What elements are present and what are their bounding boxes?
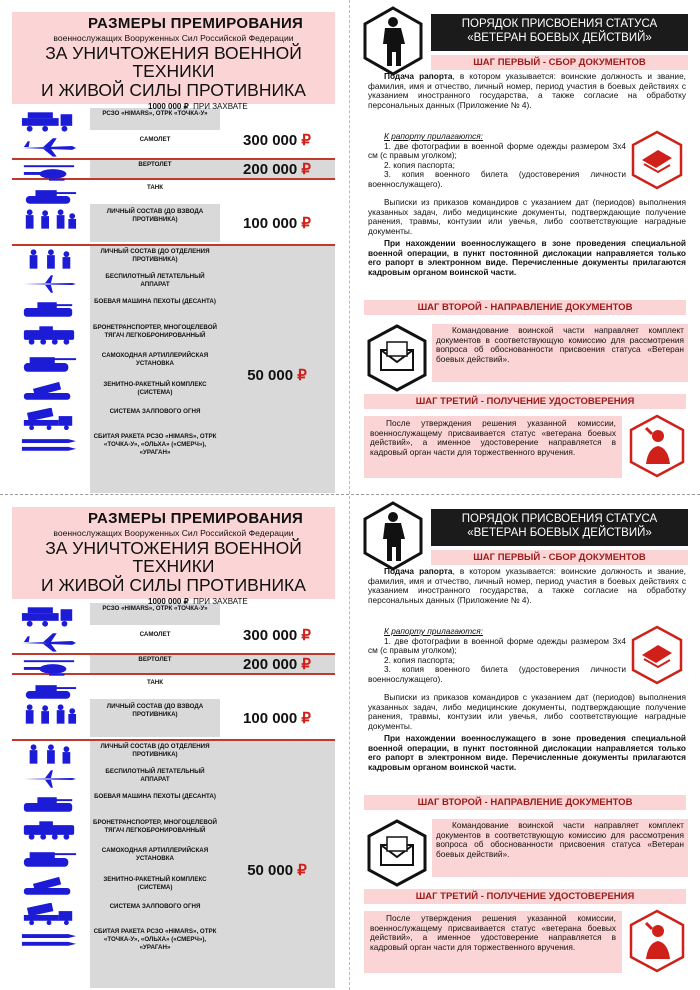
step-1-heading: ШАГ ПЕРВЫЙ - СБОР ДОКУМЕНТОВ	[431, 550, 688, 565]
rocket-launcher-icon	[20, 903, 78, 925]
reward-row-label: РСЗО «HIMARS», ОТРК «ТОЧКА-У»	[102, 605, 208, 612]
missile-icon	[20, 928, 78, 950]
sam-icon	[20, 381, 78, 403]
step-3-text: После утверждения решения указанной комиссии, военнослужащему присваивается статус «ветерана боевых действий», а именное удостоверение направляется в кадровый орган части для торжественного вручения.	[370, 913, 616, 952]
tank-icon	[20, 679, 78, 701]
price-capture: 1000 000 ₽ ПРИ ЗАХВАТЕ	[148, 102, 248, 111]
soldiers-group-icon	[20, 703, 78, 725]
soldiers-squad-icon	[20, 743, 78, 765]
envelope-hexagon-icon	[366, 324, 428, 392]
spg-icon	[20, 847, 78, 869]
reward-row-label: САМОХОДНАЯ АРТИЛЛЕРИЙСКАЯ УСТАНОВКА	[101, 847, 209, 862]
price-300000: 300 000 ₽	[243, 627, 311, 644]
rewards-subtitle: военнослужащих Вооруженных Сил Российской Федерации	[53, 33, 294, 43]
step-2-text: Командование воинской части направляет комплект документов в соответствующую комиссию для рассмотрения вопроса об обоснованности присвоения статуса «Ветеран боевых действий».	[436, 820, 684, 859]
rewards-header	[12, 507, 335, 599]
step-3-heading: ШАГ ТРЕТИЙ - ПОЛУЧЕНИЕ УДОСТОВЕРЕНИЯ	[364, 889, 686, 904]
reward-row-label: БРОНЕТРАНСПОРТЕР, МНОГОЦЕЛЕВОЙ ТЯГАЧ ЛЕГКОБРОНИРОВАННЫЙ	[93, 819, 217, 834]
reward-row-label: ЗЕНИТНО-РАКЕТНЫЙ КОМПЛЕКС (СИСТЕМА)	[103, 381, 207, 396]
reward-row-label: САМОЛЕТ	[139, 631, 171, 638]
rewards-headline-1: ЗА УНИЧТОЖЕНИЯ ВОЕННОЙ ТЕХНИКИ	[45, 43, 302, 81]
reward-row-label: СИСТЕМА ЗАЛПОВОГО ОГНЯ	[109, 903, 201, 910]
rewards-headline-2: И ЖИВОЙ СИЛЫ ПРОТИВНИКА	[41, 575, 306, 595]
spg-icon	[20, 352, 78, 374]
rewards-title: РАЗМЕРЫ ПРЕМИРОВАНИЯ	[88, 15, 304, 32]
reward-row-label: ЛИЧНЫЙ СОСТАВ (ДО ВЗВОДА ПРОТИВНИКА)	[106, 208, 204, 223]
step-1-heading: ШАГ ПЕРВЫЙ - СБОР ДОКУМЕНТОВ	[431, 55, 688, 70]
step-2-text: Командование воинской части направляет комплект документов в соответствующую комиссию для рассмотрения вопроса об обоснованности присвоения статуса «Ветеран боевых действий».	[436, 325, 684, 364]
reward-row-label: ТАНК	[146, 679, 164, 686]
saluting-soldier-hexagon-icon	[628, 414, 686, 478]
reward-row-label: БЕСПИЛОТНЫЙ ЛЕТАТЕЛЬНЫЙ АППАРАТ	[105, 273, 205, 288]
saluting-soldier-hexagon-icon	[628, 909, 686, 973]
document-stamp-hexagon-icon	[630, 130, 684, 190]
sam-icon	[20, 876, 78, 898]
reward-row-label: ЗЕНИТНО-РАКЕТНЫЙ КОМПЛЕКС (СИСТЕМА)	[103, 876, 207, 891]
mlrs-truck-icon	[20, 605, 78, 627]
reward-row-label: ЛИЧНЫЙ СОСТАВ (ДО ОТДЕЛЕНИЯ ПРОТИВНИКА)	[100, 248, 210, 263]
rewards-panel	[12, 507, 335, 990]
price-100000: 100 000 ₽	[243, 215, 311, 232]
price-300000: 300 000 ₽	[243, 132, 311, 149]
missile-icon	[20, 433, 78, 455]
soldiers-squad-icon	[20, 248, 78, 270]
step-1-text-top: Подача рапорта, в котором указывается: воинские должность и звание, фамилия, имя и отчество, личный номер, период участия в боевых действиях с указанием иностранного государства, а также согласие на обработку персональных данных (Приложение № 4).	[368, 71, 686, 110]
apc-icon	[20, 324, 78, 346]
sво-note: При нахождении военнослужащего в зоне проведения специальной военной операции, в пункт постоянной дислокации направляется только его рапорт в электронном виде. Перечисленные документы прилагаются кадровым органом воинской части.	[368, 238, 686, 277]
helicopter-icon	[20, 656, 78, 678]
drone-icon	[20, 273, 78, 295]
reward-row-label: БОЕВАЯ МАШИНА ПЕХОТЫ (ДЕСАНТА)	[94, 793, 216, 800]
reward-row-label: БЕСПИЛОТНЫЙ ЛЕТАТЕЛЬНЫЙ АППАРАТ	[105, 768, 205, 783]
reward-row-label: САМОХОДНАЯ АРТИЛЛЕРИЙСКАЯ УСТАНОВКА	[101, 352, 209, 367]
reward-row-label: ВЕРТОЛЕТ	[138, 656, 172, 663]
rewards-headline-1: ЗА УНИЧТОЖЕНИЯ ВОЕННОЙ ТЕХНИКИ	[45, 538, 302, 576]
reward-row-label: ТАНК	[146, 184, 164, 191]
attachments-list: К рапорту прилагаются: 1. две фотографии в военной форме одежды размером 3х4 см (с правым уголком); 2. копия паспорта; 3. копия военного билета (удостоверения личности военнослужащего).	[368, 626, 626, 684]
jet-icon	[20, 136, 78, 158]
reward-row-label: СБИТАЯ РАКЕТА РСЗО «HIMARS», ОТРК «ТОЧКА-У», «ОЛЬХА» («СМЕРЧ»), «УРАГАН»	[93, 928, 217, 951]
price-capture: 1000 000 ₽ ПРИ ЗАХВАТЕ	[148, 597, 248, 606]
rewards-table	[12, 597, 335, 990]
step-2-heading: ШАГ ВТОРОЙ - НАПРАВЛЕНИЕ ДОКУМЕНТОВ	[364, 300, 686, 315]
leaflet-copy-2	[0, 495, 700, 990]
envelope-hexagon-icon	[366, 819, 428, 887]
rocket-launcher-icon	[20, 408, 78, 430]
jet-icon	[20, 631, 78, 653]
drone-icon	[20, 768, 78, 790]
sво-note: При нахождении военнослужащего в зоне проведения специальной военной операции, в пункт постоянной дислокации направляется только его рапорт в электронном виде. Перечисленные документы прилагаются кадровым органом воинской части.	[368, 733, 686, 772]
reward-row-label: САМОЛЕТ	[139, 136, 171, 143]
step-2-heading: ШАГ ВТОРОЙ - НАПРАВЛЕНИЕ ДОКУМЕНТОВ	[364, 795, 686, 810]
step-3-text: После утверждения решения указанной комиссии, военнослужащему присваивается статус «ветерана боевых действий», а именное удостоверение направляется в кадровый орган части для торжественного вручения.	[370, 418, 616, 457]
step-3-heading: ШАГ ТРЕТИЙ - ПОЛУЧЕНИЕ УДОСТОВЕРЕНИЯ	[364, 394, 686, 409]
ifv-icon	[20, 298, 78, 320]
document-stamp-hexagon-icon	[630, 625, 684, 685]
soldiers-group-icon	[20, 208, 78, 230]
reward-row-label: БРОНЕТРАНСПОРТЕР, МНОГОЦЕЛЕВОЙ ТЯГАЧ ЛЕГКОБРОНИРОВАННЫЙ	[93, 324, 217, 339]
extracts-text: Выписки из приказов командиров с указанием дат (периодов) выполнения указанных задач, либо медицинские документы, подтверждающие получение ранения, травмы, контузии или увечья, либо соответствующие наградные документы.	[368, 692, 686, 731]
price-200000: 200 000 ₽	[243, 656, 311, 673]
reward-row-label: ВЕРТОЛЕТ	[138, 161, 172, 168]
soldier-hexagon-icon	[362, 6, 424, 76]
step-1-text-top: Подача рапорта, в котором указывается: воинские должность и звание, фамилия, имя и отчество, личный номер, период участия в боевых действиях с указанием иностранного государства, а также согласие на обработку персональных данных (Приложение № 4).	[368, 566, 686, 605]
rewards-table	[12, 102, 335, 495]
helicopter-icon	[20, 161, 78, 183]
rewards-subtitle: военнослужащих Вооруженных Сил Российской Федерации	[53, 528, 294, 538]
reward-row-label: РСЗО «HIMARS», ОТРК «ТОЧКА-У»	[102, 110, 208, 117]
attachments-list: К рапорту прилагаются: 1. две фотографии в военной форме одежды размером 3х4 см (с правым уголком); 2. копия паспорта; 3. копия военного билета (удостоверения личности военнослужащего).	[368, 131, 626, 189]
price-200000: 200 000 ₽	[243, 161, 311, 178]
reward-row-label: ЛИЧНЫЙ СОСТАВ (ДО ВЗВОДА ПРОТИВНИКА)	[106, 703, 204, 718]
rewards-headline-2: И ЖИВОЙ СИЛЫ ПРОТИВНИКА	[41, 80, 306, 100]
tank-icon	[20, 184, 78, 206]
mlrs-truck-icon	[20, 110, 78, 132]
reward-row-label: БОЕВАЯ МАШИНА ПЕХОТЫ (ДЕСАНТА)	[94, 298, 216, 305]
price-100000: 100 000 ₽	[243, 710, 311, 727]
price-50000: 50 000 ₽	[247, 862, 307, 879]
rewards-header	[12, 12, 335, 104]
soldier-hexagon-icon	[362, 501, 424, 571]
veteran-title: ПОРЯДОК ПРИСВОЕНИЯ СТАТУСА «ВЕТЕРАН БОЕВЫХ ДЕЙСТВИЙ»	[431, 509, 688, 546]
reward-row-label: ЛИЧНЫЙ СОСТАВ (ДО ОТДЕЛЕНИЯ ПРОТИВНИКА)	[100, 743, 210, 758]
veteran-title: ПОРЯДОК ПРИСВОЕНИЯ СТАТУСА «ВЕТЕРАН БОЕВЫХ ДЕЙСТВИЙ»	[431, 14, 688, 51]
extracts-text: Выписки из приказов командиров с указанием дат (периодов) выполнения указанных задач, либо медицинские документы, подтверждающие получение ранения, травмы, контузии или увечья, либо соответствующие наградные документы.	[368, 197, 686, 236]
apc-icon	[20, 819, 78, 841]
ifv-icon	[20, 793, 78, 815]
reward-row-label: СБИТАЯ РАКЕТА РСЗО «HIMARS», ОТРК «ТОЧКА-У», «ОЛЬХА» («СМЕРЧ»), «УРАГАН»	[93, 433, 217, 456]
rewards-panel	[12, 12, 335, 495]
reward-row-label: СИСТЕМА ЗАЛПОВОГО ОГНЯ	[109, 408, 201, 415]
rewards-title: РАЗМЕРЫ ПРЕМИРОВАНИЯ	[88, 510, 304, 527]
price-50000: 50 000 ₽	[247, 367, 307, 384]
